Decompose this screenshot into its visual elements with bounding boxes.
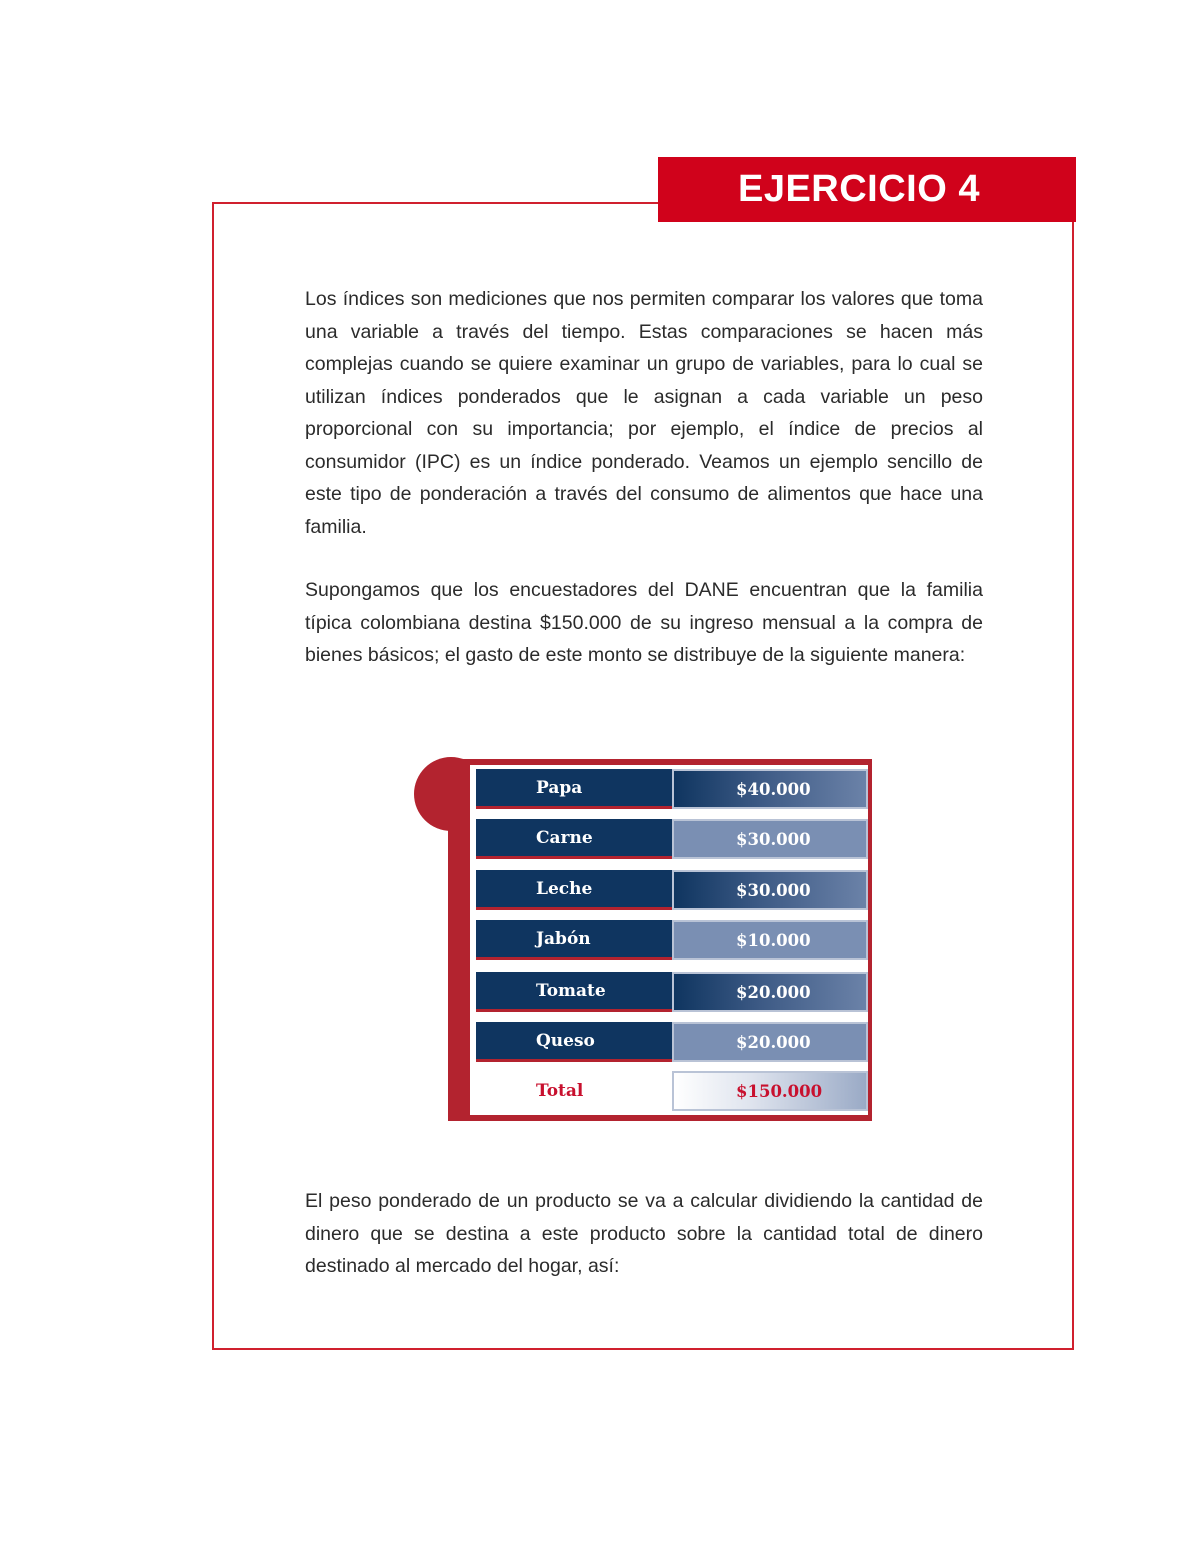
expense-table: [414, 757, 876, 1127]
table-row: [476, 920, 868, 960]
conclusion-paragraph: El peso ponderado de un producto se va a calcular dividiendo la cantidad de dinero que se destina a este producto sobre la cantidad total de dinero destinado al mercado del hogar, así:: [305, 1190, 983, 1277]
scenario-paragraph: Supongamos que los encuestadores del DANE encuentran que la familia típica colombiana destina $150.000 de su ingreso mensual a la compra de bienes básicos; el gasto de este monto se distribuye de la siguiente manera:: [305, 579, 983, 666]
item-name: Leche: [476, 870, 672, 910]
exercise-title: EJERCICIO 4: [658, 157, 1076, 222]
table-row: [476, 972, 868, 1012]
table-row: [476, 1022, 868, 1062]
item-amount: $20.000: [672, 972, 868, 1012]
item-name: Queso: [476, 1022, 672, 1062]
table-row: [476, 819, 868, 859]
total-amount: $150.000: [672, 1071, 868, 1111]
item-amount: $40.000: [672, 769, 868, 809]
intro-paragraph: Los índices son mediciones que nos permiten comparar los valores que toma una variable a través del tiempo. Estas comparaciones se hacen más complejas cuando se quiere examinar un grupo de variables, para lo cual se utilizan índices ponderados que le asignan a cada variable un peso proporcional con su importancia; por ejemplo, el índice de precios al consumidor (IPC) es un índice ponderado. Veamos un ejemplo sencillo de este tipo de ponderación a través del consumo de alimentos que hace una familia.: [305, 288, 983, 538]
item-name: Papa: [476, 769, 672, 809]
table-row: [476, 769, 868, 809]
total-label: Total: [476, 1071, 672, 1111]
item-name: Carne: [476, 819, 672, 859]
item-name: Tomate: [476, 972, 672, 1012]
item-amount: $30.000: [672, 870, 868, 910]
table-total-row: [476, 1071, 868, 1111]
item-amount: $10.000: [672, 920, 868, 960]
table-row: [476, 870, 868, 910]
item-name: Jabón: [476, 920, 672, 960]
item-amount: $30.000: [672, 819, 868, 859]
item-amount: $20.000: [672, 1022, 868, 1062]
